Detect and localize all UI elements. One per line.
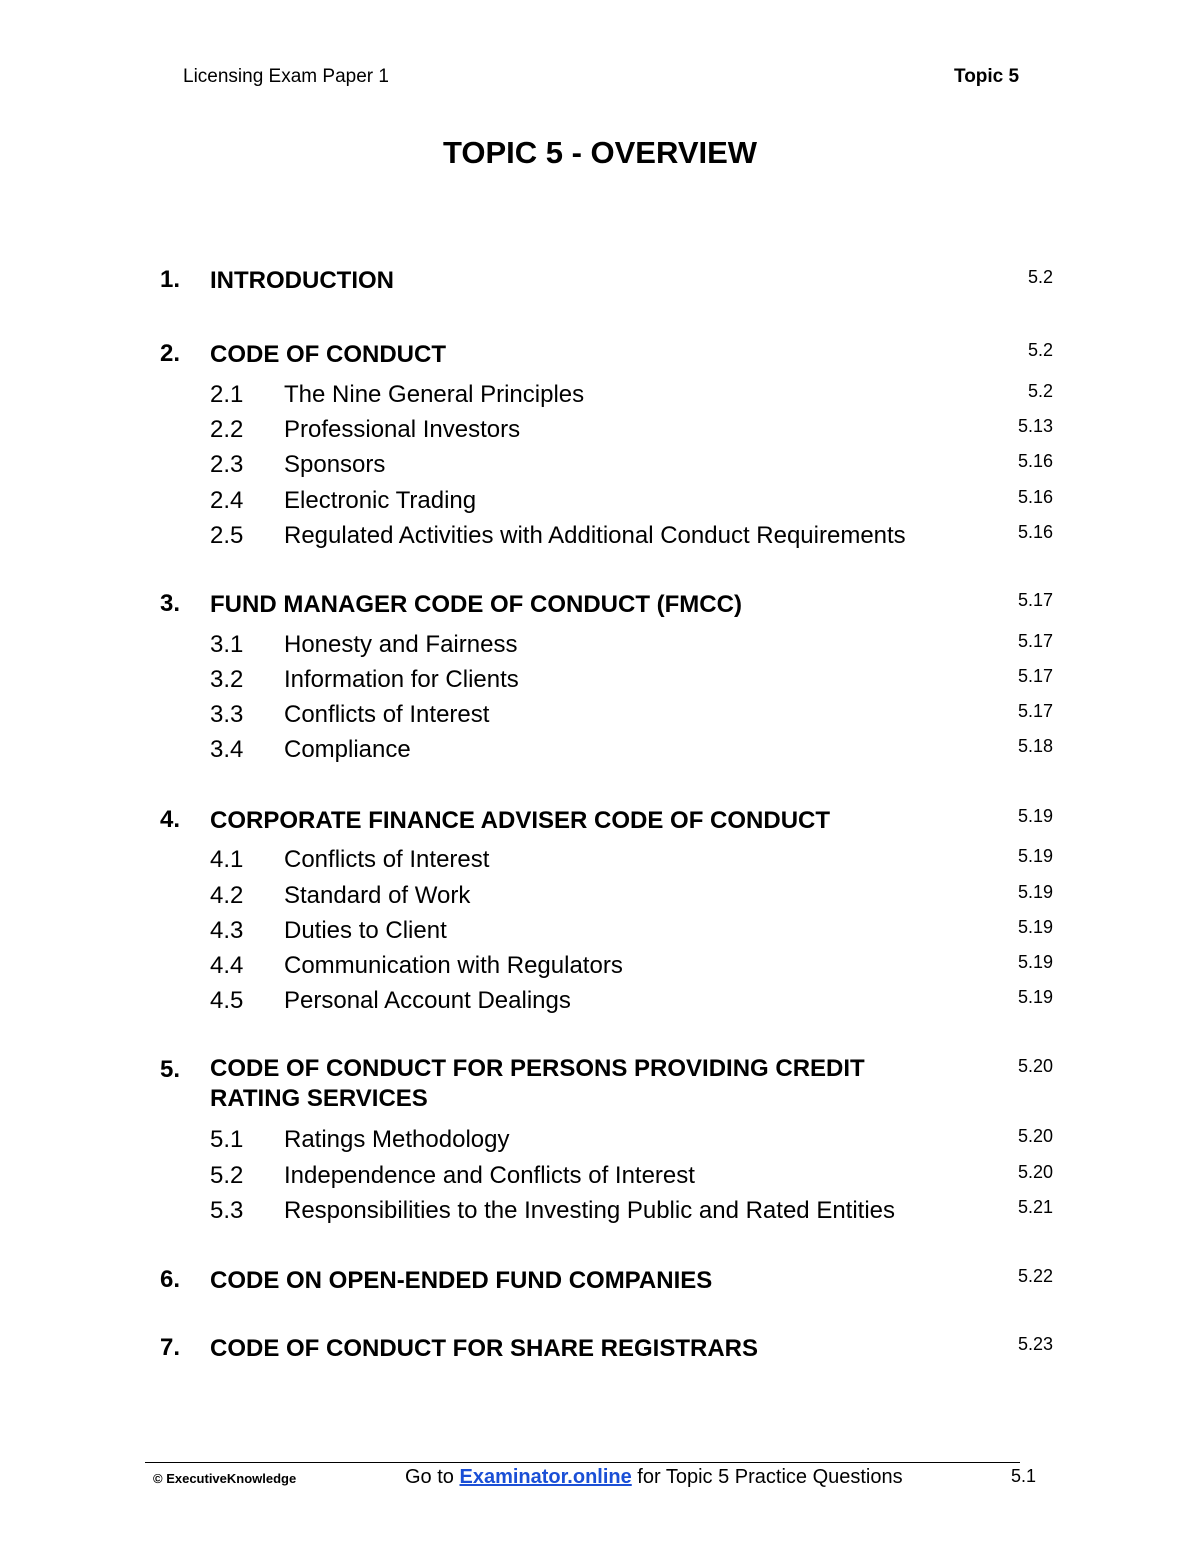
subsection-number: 5.3 [210, 1197, 244, 1224]
subsection-number: 3.2 [210, 666, 244, 693]
subsection-page: 5.16 [1017, 522, 1053, 542]
subsection-number: 4.5 [210, 987, 244, 1014]
footer-suffix: for Topic 5 Practice Questions [631, 1466, 903, 1488]
section-title: INTRODUCTION [210, 267, 394, 294]
footer-prefix: Go to [405, 1466, 460, 1488]
section-number: 6. [160, 1266, 181, 1293]
subsection-title: Honesty and Fairness [284, 631, 518, 658]
subsection-title: Ratings Methodology [284, 1126, 510, 1153]
subsection-page: 5.20 [1017, 1162, 1053, 1182]
subsection-number: 3.3 [210, 701, 244, 728]
section-page: 5.19 [1017, 806, 1053, 826]
section-title: CODE ON OPEN-ENDED FUND COMPANIES [210, 1267, 713, 1294]
section-number: 2. [160, 340, 181, 367]
section-page: 5.2 [1027, 267, 1053, 287]
subsection-title: Conflicts of Interest [284, 701, 490, 728]
subsection-title: Electronic Trading [284, 487, 477, 514]
section-title: CORPORATE FINANCE ADVISER CODE OF CONDUCT [210, 807, 831, 834]
footer-practice-note [405, 1466, 903, 1489]
subsection-title: Compliance [284, 736, 411, 763]
subsection-title: Information for Clients [284, 666, 519, 693]
subsection-number: 2.3 [210, 451, 244, 478]
subsection-title: Independence and Conflicts of Interest [284, 1162, 695, 1189]
subsection-title: Personal Account Dealings [284, 987, 571, 1014]
header-topic-label: Topic 5 [954, 66, 1020, 87]
subsection-page: 5.19 [1017, 952, 1053, 972]
section-number: 3. [160, 590, 181, 617]
subsection-page: 5.17 [1017, 666, 1053, 686]
section-number: 1. [160, 266, 181, 293]
subsection-page: 5.2 [1027, 381, 1053, 401]
subsection-page: 5.19 [1017, 882, 1053, 902]
subsection-number: 5.2 [210, 1162, 244, 1189]
subsection-number: 4.3 [210, 917, 244, 944]
section-title: CODE OF CONDUCT FOR PERSONS PROVIDING CREDIT RATING SERVICES [210, 1055, 865, 1112]
subsection-number: 2.2 [210, 416, 244, 443]
subsection-number: 5.1 [210, 1126, 244, 1153]
subsection-title: Communication with Regulators [284, 952, 623, 979]
section-title: CODE OF CONDUCT FOR SHARE REGISTRARS [210, 1335, 759, 1362]
subsection-title: Duties to Client [284, 917, 447, 944]
page-title: TOPIC 5 - OVERVIEW [442, 135, 758, 170]
subsection-number: 2.4 [210, 487, 244, 514]
subsection-number: 2.5 [210, 522, 244, 549]
section-page: 5.22 [1017, 1266, 1053, 1286]
footer-divider [145, 1462, 1020, 1463]
subsection-number: 4.1 [210, 846, 244, 873]
section-title: CODE OF CONDUCT [210, 341, 446, 368]
subsection-number: 2.1 [210, 381, 244, 408]
subsection-title: Conflicts of Interest [284, 846, 490, 873]
header-document-title: Licensing Exam Paper 1 [183, 66, 389, 87]
subsection-page: 5.17 [1017, 701, 1053, 721]
subsection-page: 5.16 [1017, 451, 1053, 471]
subsection-number: 4.4 [210, 952, 244, 979]
examinator-link[interactable]: Examinator.online [459, 1466, 632, 1488]
section-page: 5.20 [1017, 1056, 1053, 1076]
subsection-title: Standard of Work [284, 882, 471, 909]
subsection-page: 5.19 [1017, 987, 1053, 1007]
section-number: 5. [160, 1056, 181, 1083]
subsection-title: Responsibilities to the Investing Public and Rated Entities [284, 1197, 896, 1224]
subsection-page: 5.21 [1017, 1197, 1053, 1217]
subsection-page: 5.19 [1017, 846, 1053, 866]
subsection-number: 3.4 [210, 736, 244, 763]
section-number: 4. [160, 806, 181, 833]
section-title: FUND MANAGER CODE OF CONDUCT (FMCC) [210, 591, 742, 618]
subsection-page: 5.16 [1017, 487, 1053, 507]
subsection-title: Sponsors [284, 451, 386, 478]
section-number: 7. [160, 1334, 181, 1361]
subsection-page: 5.19 [1017, 917, 1053, 937]
subsection-title: The Nine General Principles [284, 381, 585, 408]
footer-page-number: 5.1 [1011, 1466, 1037, 1486]
subsection-page: 5.18 [1017, 736, 1053, 756]
subsection-page: 5.13 [1017, 416, 1053, 436]
section-page: 5.17 [1017, 590, 1053, 610]
footer-copyright: © ExecutiveKnowledge [153, 1471, 297, 1486]
subsection-page: 5.17 [1017, 631, 1053, 651]
subsection-page: 5.20 [1017, 1126, 1053, 1146]
subsection-number: 3.1 [210, 631, 244, 658]
section-page: 5.2 [1027, 340, 1053, 360]
subsection-title: Regulated Activities with Additional Conduct Requirements [284, 522, 906, 549]
section-page: 5.23 [1017, 1334, 1053, 1354]
subsection-number: 4.2 [210, 882, 244, 909]
subsection-title: Professional Investors [284, 416, 521, 443]
